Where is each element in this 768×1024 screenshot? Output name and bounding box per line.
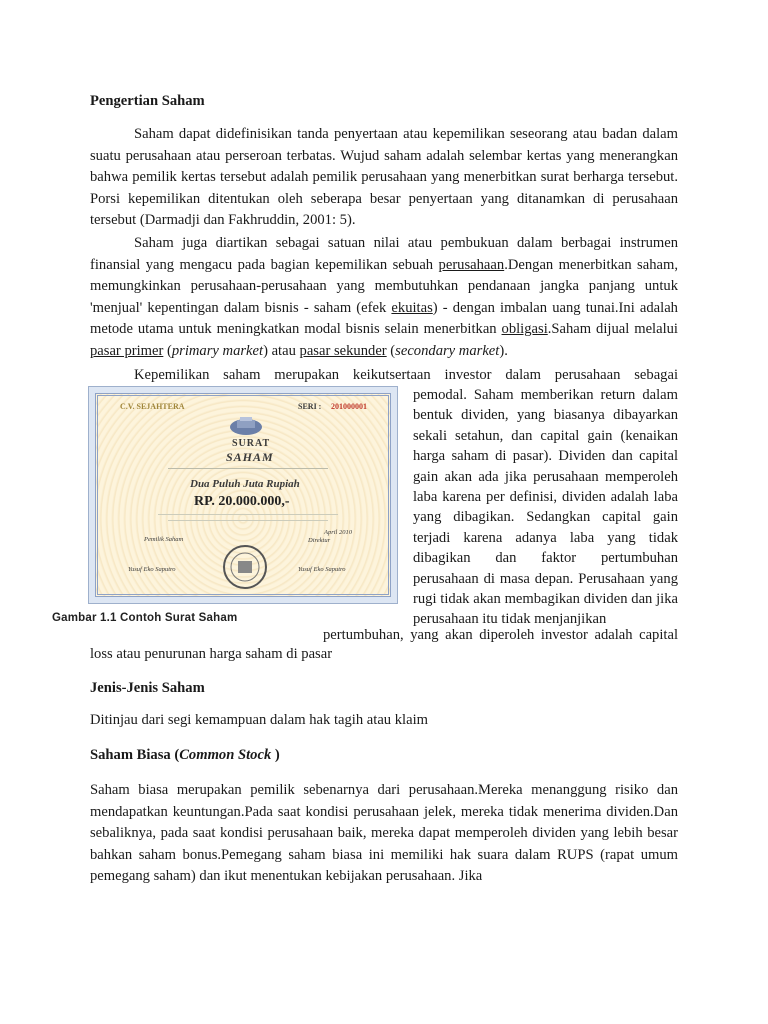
para2-text-7: ( (386, 342, 396, 359)
paragraph-kepemilikan-last-line: loss atau penurunan harga saham di pasar (90, 646, 333, 662)
link-obligasi[interactable]: obligasi (501, 321, 548, 337)
link-pasar-primer[interactable]: pasar primer (90, 342, 164, 359)
para2-text-6: ) atau (263, 342, 300, 359)
paragraph-kepemilikan-first-line: Kepemilikan saham merupakan keikutsertaan investor dalam perusahaan sebagai (134, 367, 678, 383)
link-pasar-sekunder[interactable]: pasar sekunder (299, 342, 387, 359)
heading-saham-biasa-text: Saham Biasa ( (90, 747, 180, 763)
certificate-amount-words: Dua Puluh Juta Rupiah (190, 478, 300, 490)
certificate-border (95, 393, 391, 597)
para2-text-4: .Saham dijual melalui (547, 321, 678, 337)
paragraph-ditinjau: Ditinjau dari segi kemampuan dalam hak tagih atau klaim (90, 712, 428, 728)
certificate-left-role: Pemilik Saham (144, 536, 184, 543)
paragraph-kepemilikan-side: pemodal. Saham memberikan return dalam bentuk dividen, yang biasanya dibayarkan sekali setahun, dan capital gain (kenaikan harga saham di pasar). Dividen dan capital gain akan ada jika perusahaan memperoleh laba karena per definisi, dividen adalah laba yang dibagikan. Sedangkan capital gain terjadi karena adanya laba yang tidak dibagikan dan faktor pertumbuhan perusahaan di masa depan. Perusahaan yang rugi tidak akan membagikan dividen dan jika perusahaan itu tidak menjanjikan (413, 387, 678, 628)
certificate-seri-value: 201000001 (331, 402, 367, 411)
link-perusahaan[interactable]: perusahaan (438, 256, 505, 273)
secondary-market-italic: secondary market (395, 342, 500, 359)
para2-text-8: ). (499, 342, 508, 359)
heading-jenis-saham: Jenis-Jenis Saham (90, 680, 205, 696)
certificate-emblem-icon (228, 414, 264, 436)
certificate-date: April 2010 (324, 529, 352, 536)
link-ekuitas[interactable]: ekuitas (391, 299, 433, 316)
certificate-amount: RP. 20.000.000,- (194, 494, 290, 509)
paragraph-kepemilikan-wrap-line: pertumbuhan, yang akan diperoleh investor adalah capital (323, 627, 678, 643)
certificate-title-saham: SAHAM (226, 450, 274, 464)
certificate-company: C.V. SEJAHTERA (120, 402, 185, 411)
certificate-seal-icon (220, 544, 270, 590)
para2-text-5: ( (163, 342, 172, 359)
certificate-seri-label: SERI : (298, 402, 322, 411)
certificate-title-surat: SURAT (232, 438, 271, 449)
certificate-right-role: Direktur (308, 537, 331, 544)
para2-text-2: .Dengan menerbitkan saham, memungkinkan perusahaan-perusahaan yang membutuhkan pendanaan jangka panjang untuk 'menjual' kepentingan dalam bisnis - saham (efek (90, 256, 678, 316)
certificate-fine-print-2 (168, 520, 328, 521)
para2-text-1: Saham juga diartikan sebagai satuan nilai atau pembukuan dalam berbagai instrumen finansial yang mengacu pada bagian kepemilikan sebuah (90, 235, 678, 273)
certificate-fine-print-1 (158, 514, 338, 515)
heading-common-stock: Common Stock (179, 747, 272, 763)
heading-saham-biasa (90, 745, 678, 767)
para2-text-3: ) - dengan imbalan uang tunai.Ini adalah metode utama untuk meningkatkan modal bisnis selain menerbitkan (90, 299, 678, 337)
paragraph-saham-biasa: Saham biasa merupakan pemilik sebenarnya dari perusahaan.Mereka menanggung risiko dan mendapatkan keuntungan.Pada saat kondisi perusahaan jelek, mereka tidak menerima dividen.Dan sebaliknya, pada saat kondisi perusahaan baik, mereka dapat memperoleh dividen yang lebih besar bahkan saham bonus.Pemegang saham biasa ini memiliki hak suara dalam RUPS (rapat umum pemegang saham) dan ikut menentukan kebijakan perusahaan. Jika (90, 782, 678, 884)
certificate-left-signature: Yusuf Eko Saputro (128, 566, 176, 573)
certificate-right-signature: Yusuf Eko Saputro (298, 566, 346, 573)
certificate-rule (168, 468, 328, 469)
figure-caption: Gambar 1.1 Contoh Surat Saham (52, 612, 238, 624)
primary-market-italic: primary market (171, 342, 264, 359)
heading-saham-biasa-close: ) (271, 747, 280, 763)
stock-certificate-image (88, 386, 398, 604)
heading-pengertian-saham: Pengertian Saham (90, 93, 205, 109)
paragraph-definisi-saham: Saham dapat didefinisikan tanda penyertaan atau kepemilikan seseorang atau badan dalam suatu perusahaan atau perseroan terbatas. Wujud saham adalah selembar kertas yang menerangkan bahwa pemilik kertas tersebut adalah pemilik perusahaan yang menerbitkan surat berharga tersebut. Porsi kepemilikan ditentukan oleh seberapa besar penyertaan yang ditanamkan di perusahaan tersebut (Darmadji dan Fakhruddin, 2001: 5). (90, 126, 678, 228)
paragraph-saham-juga (90, 233, 678, 362)
